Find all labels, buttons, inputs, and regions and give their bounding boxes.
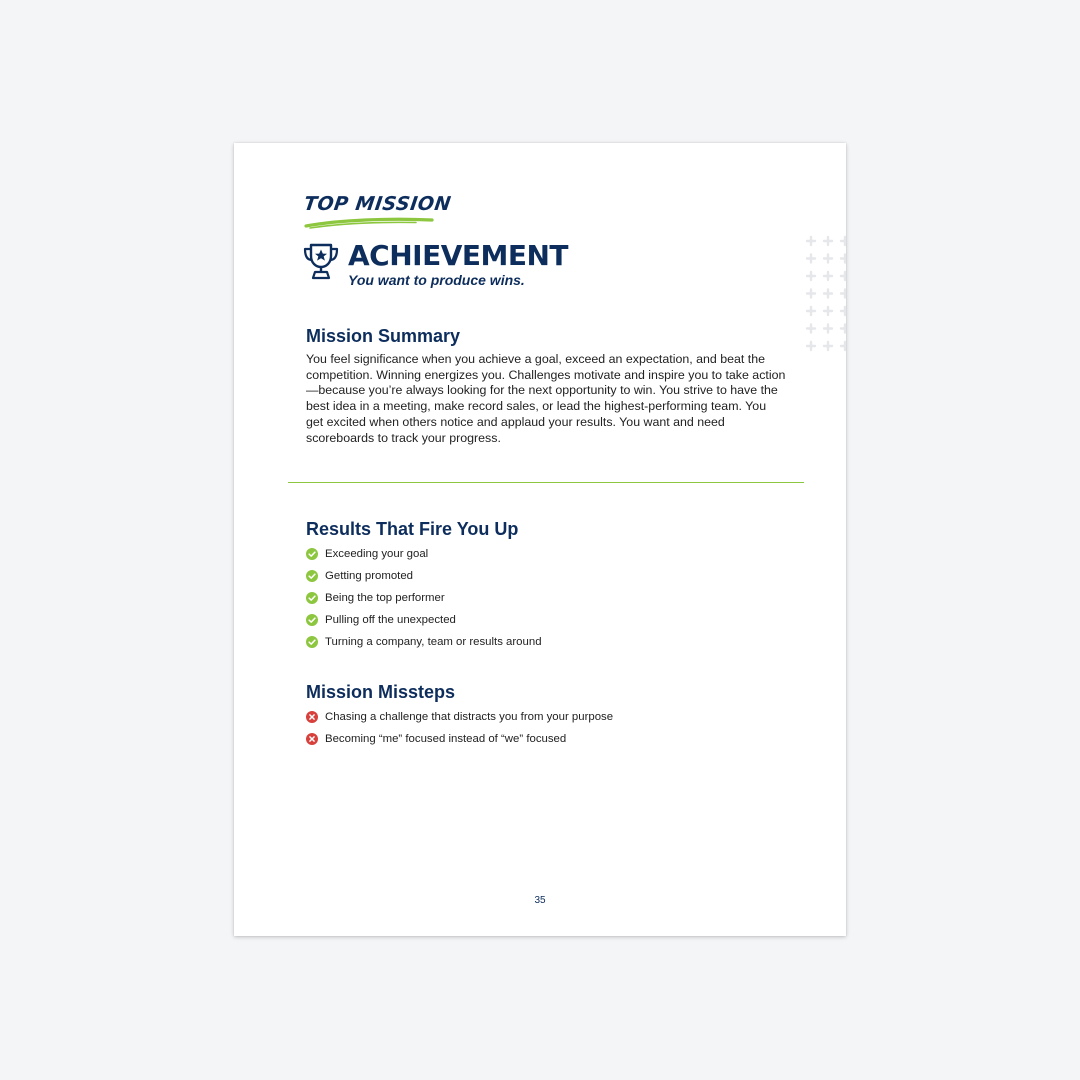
list-item-label: Turning a company, team or results around <box>325 636 542 648</box>
plus-mark <box>841 255 846 263</box>
section-divider <box>288 482 804 483</box>
missteps-list <box>306 706 613 750</box>
plus-mark <box>824 325 832 333</box>
x-circle-icon <box>306 711 318 723</box>
page-number: 35 <box>534 895 546 906</box>
top-mission-kicker: TOP MISSION <box>302 193 453 215</box>
plus-mark <box>841 307 846 315</box>
page-title: ACHIEVEMENT <box>348 239 569 272</box>
list-item <box>306 631 542 653</box>
check-circle-icon <box>306 570 318 582</box>
check-circle-icon <box>306 614 318 626</box>
results-heading: Results That Fire You Up <box>306 519 519 539</box>
plus-mark <box>824 290 832 298</box>
page-tagline: You want to produce wins. <box>348 272 525 288</box>
check-circle-icon <box>306 548 318 560</box>
decorative-plus-pattern <box>804 235 846 355</box>
plus-mark <box>824 272 832 280</box>
list-item <box>306 543 542 565</box>
list-item-label: Being the top performer <box>325 592 445 604</box>
list-item-label: Pulling off the unexpected <box>325 614 456 626</box>
list-item <box>306 706 613 728</box>
list-item-label: Getting promoted <box>325 570 414 582</box>
list-item <box>306 565 542 587</box>
plus-mark <box>824 237 832 245</box>
plus-mark <box>807 237 815 245</box>
plus-mark <box>807 272 815 280</box>
plus-mark <box>807 307 815 315</box>
check-circle-icon <box>306 592 318 604</box>
results-list <box>306 543 542 653</box>
plus-mark <box>824 255 832 263</box>
list-item-label: Becoming “me” focused instead of “we” focused <box>325 733 567 745</box>
green-swoosh-underline <box>304 217 434 229</box>
plus-mark <box>841 237 846 245</box>
mission-summary-text: You feel significance when you achieve a goal, exceed an expectation, and beat the competition. Winning energizes you. Challenges motivate and inspire you to take action—because you’re always looking for the next opportunity to win. You strive to have the best idea in a meeting, make record sales, or lead the highest-performing team. You get excited when others notice and applaud your results. You want and need scoreboards to track your progress. <box>306 352 786 445</box>
list-item-label: Exceeding your goal <box>325 548 429 560</box>
plus-mark <box>824 307 832 315</box>
plus-mark <box>807 342 815 350</box>
plus-mark <box>807 325 815 333</box>
list-item <box>306 728 613 750</box>
list-item-label: Chasing a challenge that distracts you from your purpose <box>325 711 614 723</box>
mission-summary-heading: Mission Summary <box>306 326 461 346</box>
plus-mark <box>841 290 846 298</box>
plus-mark <box>807 255 815 263</box>
plus-mark <box>824 342 832 350</box>
check-circle-icon <box>306 636 318 648</box>
missteps-heading: Mission Missteps <box>306 682 456 702</box>
plus-mark <box>841 272 846 280</box>
list-item <box>306 587 542 609</box>
plus-mark <box>841 325 846 333</box>
plus-mark <box>841 342 846 350</box>
document-page <box>234 143 846 936</box>
trophy-star-icon <box>300 241 342 283</box>
x-circle-icon <box>306 733 318 745</box>
list-item <box>306 609 542 631</box>
plus-mark <box>807 290 815 298</box>
